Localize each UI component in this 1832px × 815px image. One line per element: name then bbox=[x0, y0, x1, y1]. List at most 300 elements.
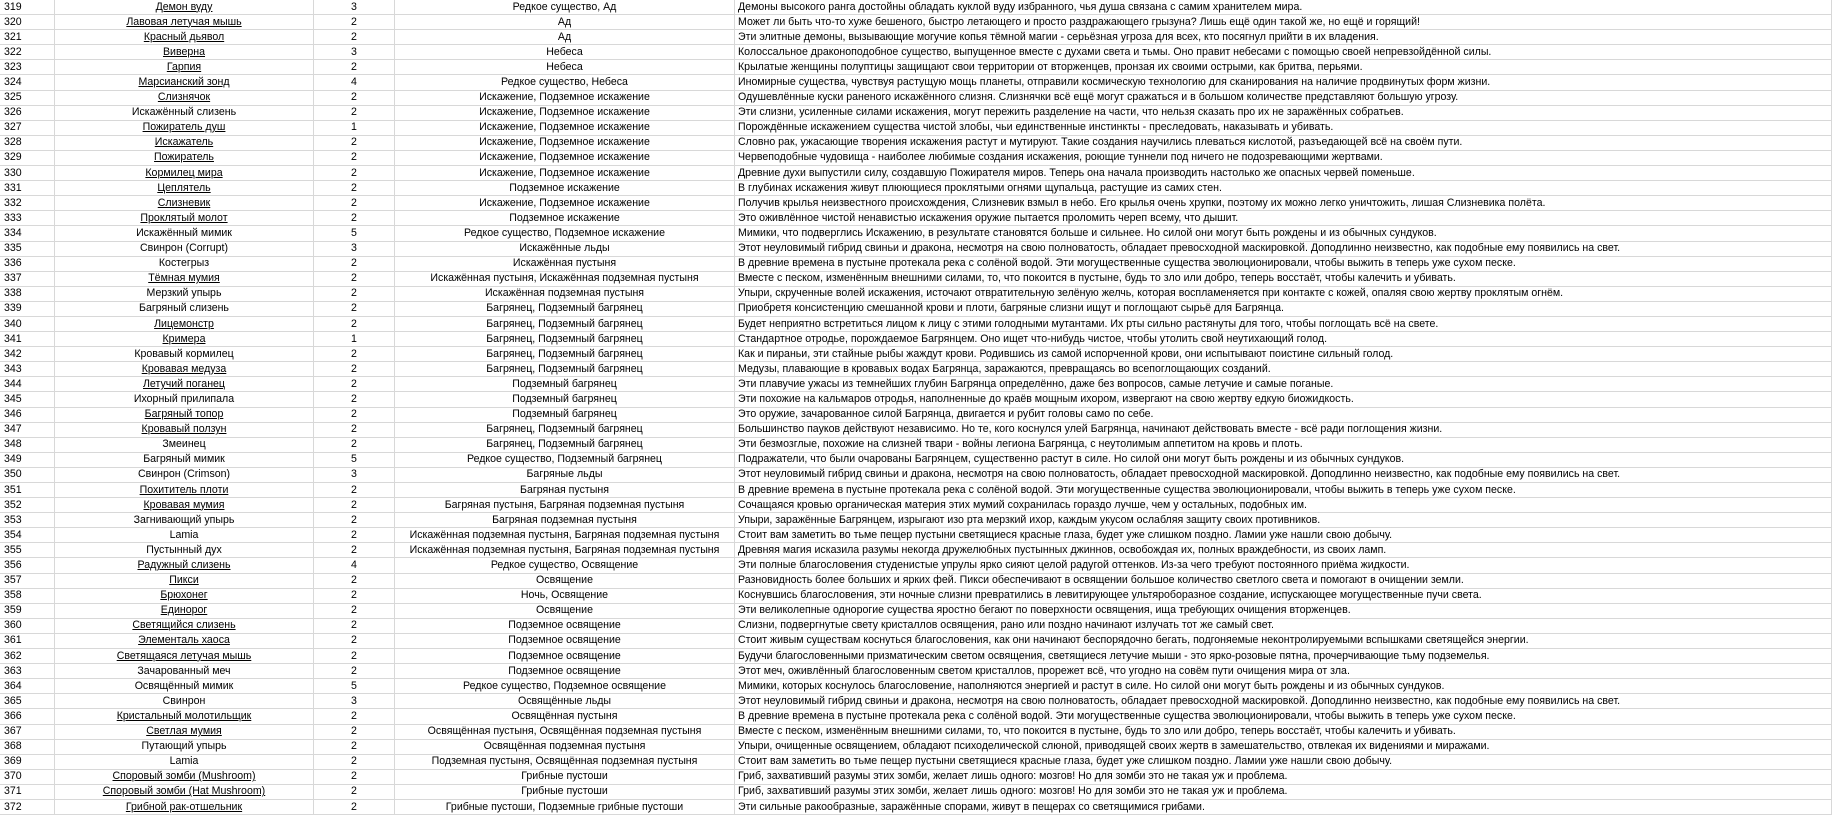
cell-level[interactable]: 4 bbox=[314, 75, 395, 90]
cell-name[interactable] bbox=[55, 271, 314, 286]
cell-name[interactable]: Загнивающий упырь bbox=[55, 513, 314, 528]
cell-name[interactable] bbox=[55, 603, 314, 618]
cell-level[interactable]: 3 bbox=[314, 45, 395, 60]
cell-id[interactable]: 365 bbox=[0, 694, 55, 709]
cell-id[interactable]: 343 bbox=[0, 362, 55, 377]
cell-description[interactable]: Мимики, которых коснулось благословение, наполняются энергией и растут в силе. Но силой они могут быть рождены и из обычных сундуков. bbox=[735, 679, 1832, 694]
cell-level[interactable]: 2 bbox=[314, 256, 395, 271]
cell-biome[interactable]: Подземный багрянец bbox=[395, 377, 735, 392]
cell-name[interactable] bbox=[55, 498, 314, 513]
cell-biome[interactable]: Багряная подземная пустыня bbox=[395, 513, 735, 528]
cell-id[interactable]: 370 bbox=[0, 769, 55, 784]
cell-level[interactable]: 2 bbox=[314, 392, 395, 407]
cell-biome[interactable]: Подземное освящение bbox=[395, 618, 735, 633]
cell-description[interactable]: Может ли быть что-то хуже бешеного, быстро летающего и просто раздражающего грызуна? Лишь ещё один такой же, но ещё и горящий! bbox=[735, 15, 1832, 30]
cell-name[interactable] bbox=[55, 633, 314, 648]
cell-level[interactable]: 2 bbox=[314, 498, 395, 513]
cell-level[interactable]: 2 bbox=[314, 709, 395, 724]
creature-link[interactable]: Грибной рак-отшельник bbox=[125, 800, 243, 813]
cell-name[interactable] bbox=[55, 724, 314, 739]
cell-biome[interactable]: Редкое существо, Подземное искажение bbox=[395, 226, 735, 241]
creature-link[interactable]: Споровый зомби (Mushroom) bbox=[112, 770, 256, 783]
cell-description[interactable]: Колоссальное драконоподобное существо, выпущенное вместе с духами света и тьмы. Оно правит небесами с помощью своей непревзойдённой силы. bbox=[735, 45, 1832, 60]
cell-id[interactable]: 325 bbox=[0, 90, 55, 105]
cell-level[interactable]: 2 bbox=[314, 437, 395, 452]
cell-id[interactable]: 352 bbox=[0, 498, 55, 513]
cell-description[interactable]: Это оружие, зачарованное силой Багрянца, двигается и рубит головы само по себе. bbox=[735, 407, 1832, 422]
creature-link[interactable]: Проклятый молот bbox=[140, 211, 228, 224]
creature-link[interactable]: Светящийся слизень bbox=[132, 619, 236, 632]
cell-description[interactable]: Порождённые искажением существа чистой злобы, чьи единственные инстинкты - преследовать, наказывать и убивать. bbox=[735, 120, 1832, 135]
cell-biome[interactable]: Подземный багрянец bbox=[395, 407, 735, 422]
cell-id[interactable]: 320 bbox=[0, 15, 55, 30]
cell-biome[interactable]: Искажённая подземная пустыня bbox=[395, 286, 735, 301]
cell-name[interactable] bbox=[55, 377, 314, 392]
creature-link[interactable]: Виверна bbox=[162, 45, 206, 58]
cell-biome[interactable]: Багряная пустыня, Багряная подземная пустыня bbox=[395, 498, 735, 513]
cell-level[interactable]: 2 bbox=[314, 286, 395, 301]
cell-description[interactable]: Упыри, очищенные освящением, обладают психоделической слюной, приводящей своих жертв в замешательство, отвлекая их видениями и миражами. bbox=[735, 739, 1832, 754]
cell-level[interactable]: 2 bbox=[314, 724, 395, 739]
cell-description[interactable]: Стандартное отродье, порождаемое Багрянцем. Оно ищет что-нибудь чистое, чтобы утолить свой неутихающий голод. bbox=[735, 332, 1832, 347]
cell-level[interactable]: 2 bbox=[314, 633, 395, 648]
cell-description[interactable]: Мимики, что подверглись Искажению, в результате становятся больше и сильнее. Но силой они могут быть рождены и из обычных сундуков. bbox=[735, 226, 1832, 241]
cell-level[interactable]: 2 bbox=[314, 347, 395, 362]
cell-id[interactable]: 346 bbox=[0, 407, 55, 422]
cell-biome[interactable]: Редкое существо, Небеса bbox=[395, 75, 735, 90]
cell-level[interactable]: 2 bbox=[314, 316, 395, 331]
cell-name[interactable]: Кровавый кормилец bbox=[55, 347, 314, 362]
cell-id[interactable]: 328 bbox=[0, 135, 55, 150]
cell-level[interactable]: 5 bbox=[314, 226, 395, 241]
cell-id[interactable]: 345 bbox=[0, 392, 55, 407]
cell-id[interactable]: 321 bbox=[0, 30, 55, 45]
creature-link[interactable]: Слизневик bbox=[157, 196, 211, 209]
cell-id[interactable]: 356 bbox=[0, 558, 55, 573]
cell-id[interactable]: 339 bbox=[0, 301, 55, 316]
cell-biome[interactable]: Багрянец, Подземный багрянец bbox=[395, 437, 735, 452]
cell-name[interactable] bbox=[55, 407, 314, 422]
cell-level[interactable]: 3 bbox=[314, 241, 395, 256]
cell-id[interactable]: 350 bbox=[0, 467, 55, 482]
creature-link[interactable]: Радужный слизень bbox=[137, 559, 231, 572]
creature-link[interactable]: Гарпия bbox=[166, 60, 202, 73]
cell-name[interactable]: Змеинец bbox=[55, 437, 314, 452]
cell-name[interactable] bbox=[55, 588, 314, 603]
creature-link[interactable]: Искажатель bbox=[154, 136, 214, 149]
creature-link[interactable]: Кримера bbox=[162, 332, 206, 345]
cell-name[interactable] bbox=[55, 316, 314, 331]
cell-description[interactable]: Упыри, скрученные волей искажения, источают отвратительную зелёную желчь, которая воспламеняется при контакте с кожей, опаляя свою жертву проклятым огнём. bbox=[735, 286, 1832, 301]
cell-level[interactable]: 3 bbox=[314, 694, 395, 709]
cell-level[interactable]: 4 bbox=[314, 558, 395, 573]
cell-biome[interactable]: Подземное освящение bbox=[395, 649, 735, 664]
cell-id[interactable]: 371 bbox=[0, 784, 55, 799]
cell-biome[interactable]: Ночь, Освящение bbox=[395, 588, 735, 603]
cell-id[interactable]: 372 bbox=[0, 799, 55, 814]
cell-description[interactable]: Этот меч, оживлённый благословенным светом кристаллов, прорежет всё, что угодно на совём пути очищения мира от зла. bbox=[735, 664, 1832, 679]
cell-name[interactable]: Путающий упырь bbox=[55, 739, 314, 754]
cell-level[interactable]: 2 bbox=[314, 271, 395, 286]
cell-description[interactable]: Получив крылья неизвестного происхождения, Слизневик взмыл в небо. Его крылья очень хрупки, поэтому их можно легко уничтожить, лишая Слизневика полёта. bbox=[735, 196, 1832, 211]
cell-biome[interactable]: Подземное искажение bbox=[395, 181, 735, 196]
cell-biome[interactable]: Ад bbox=[395, 15, 735, 30]
cell-biome[interactable]: Подземная пустыня, Освящённая подземная пустыня bbox=[395, 754, 735, 769]
cell-biome[interactable]: Багрянец, Подземный багрянец bbox=[395, 301, 735, 316]
cell-level[interactable]: 2 bbox=[314, 754, 395, 769]
cell-description[interactable]: Этот неуловимый гибрид свиньи и дракона, несмотря на свою полноватость, обладает превосходной маскировкой. Доподлинно неизвестно, как подобные ему появились на свет. bbox=[735, 467, 1832, 482]
cell-id[interactable]: 357 bbox=[0, 573, 55, 588]
creature-link[interactable]: Похититель плоти bbox=[139, 483, 229, 496]
cell-name[interactable] bbox=[55, 75, 314, 90]
cell-id[interactable]: 360 bbox=[0, 618, 55, 633]
cell-id[interactable]: 341 bbox=[0, 332, 55, 347]
cell-biome[interactable]: Багряные льды bbox=[395, 467, 735, 482]
cell-id[interactable]: 367 bbox=[0, 724, 55, 739]
cell-biome[interactable]: Освящённая пустыня bbox=[395, 709, 735, 724]
cell-id[interactable]: 330 bbox=[0, 166, 55, 181]
cell-id[interactable]: 363 bbox=[0, 664, 55, 679]
cell-description[interactable]: Эти плавучие ужасы из темнейших глубин Багрянца определённо, даже без вопросов, самые летучие и самые поганые. bbox=[735, 377, 1832, 392]
cell-name[interactable]: Искажённый слизень bbox=[55, 105, 314, 120]
cell-level[interactable]: 2 bbox=[314, 196, 395, 211]
cell-name[interactable]: Освящённый мимик bbox=[55, 679, 314, 694]
cell-id[interactable]: 342 bbox=[0, 347, 55, 362]
cell-description[interactable]: Крылатые женщины полуптицы защищают свои территории от вторженцев, пронзая их своими острыми, как бритва, перьями. bbox=[735, 60, 1832, 75]
creature-link[interactable]: Летучий поганец bbox=[142, 377, 226, 390]
cell-level[interactable]: 2 bbox=[314, 211, 395, 226]
cell-description[interactable]: Стоит вам заметить во тьме пещер пустыни светящиеся красные глаза, будет уже слишком поздно. Ламии уже нашли свою добычу. bbox=[735, 528, 1832, 543]
cell-name[interactable]: Костегрыз bbox=[55, 256, 314, 271]
cell-description[interactable]: Подражатели, что были очарованы Багрянцем, существенно растут в силе. Но силой они могут быть рождены и из обычных сундуков. bbox=[735, 452, 1832, 467]
creature-link[interactable]: Пожиратель душ bbox=[142, 121, 226, 134]
cell-biome[interactable]: Искажение, Подземное искажение bbox=[395, 166, 735, 181]
cell-name[interactable] bbox=[55, 211, 314, 226]
cell-biome[interactable]: Редкое существо, Освящение bbox=[395, 558, 735, 573]
cell-description[interactable]: В древние времена в пустыне протекала река с солёной водой. Эти могущественные существа эволюционировали, чтобы выжить в теперь уже сухом песке. bbox=[735, 709, 1832, 724]
cell-id[interactable]: 326 bbox=[0, 105, 55, 120]
cell-id[interactable]: 337 bbox=[0, 271, 55, 286]
cell-id[interactable]: 319 bbox=[0, 0, 55, 15]
cell-name[interactable] bbox=[55, 60, 314, 75]
cell-description[interactable]: В глубинах искажения живут плюющиеся проклятыми огнями щупальца, растущие из самих стен. bbox=[735, 181, 1832, 196]
cell-description[interactable]: Одушевлённые куски раненого искажённого слизня. Слизнячки всё ещё могут сражаться и в большом количестве представляют большую угрозу. bbox=[735, 90, 1832, 105]
cell-description[interactable]: Эти сильные ракообразные, заражённые спорами, живут в пещерах со светящимися грибами. bbox=[735, 799, 1832, 814]
cell-description[interactable]: Словно рак, ужасающие творения искажения растут и мутируют. Такие создания научились плеваться кислотой, разъедающей всё на своём пути. bbox=[735, 135, 1832, 150]
cell-biome[interactable]: Редкое существо, Подземное освящение bbox=[395, 679, 735, 694]
cell-id[interactable]: 327 bbox=[0, 120, 55, 135]
cell-level[interactable]: 2 bbox=[314, 150, 395, 165]
cell-name[interactable]: Lamia bbox=[55, 528, 314, 543]
cell-level[interactable]: 1 bbox=[314, 120, 395, 135]
creature-link[interactable]: Цеплятель bbox=[157, 181, 211, 194]
cell-level[interactable]: 2 bbox=[314, 15, 395, 30]
cell-level[interactable]: 2 bbox=[314, 603, 395, 618]
cell-level[interactable]: 3 bbox=[314, 467, 395, 482]
cell-id[interactable]: 361 bbox=[0, 633, 55, 648]
cell-id[interactable]: 336 bbox=[0, 256, 55, 271]
cell-level[interactable]: 2 bbox=[314, 30, 395, 45]
cell-level[interactable]: 5 bbox=[314, 679, 395, 694]
cell-biome[interactable]: Редкое существо, Подземный багрянец bbox=[395, 452, 735, 467]
cell-id[interactable]: 338 bbox=[0, 286, 55, 301]
cell-name[interactable] bbox=[55, 709, 314, 724]
cell-name[interactable] bbox=[55, 0, 314, 15]
cell-description[interactable]: Древние духи выпустили силу, создавшую Пожирателя миров. Теперь она начала производить настолько же опасных червей поменьше. bbox=[735, 166, 1832, 181]
cell-biome[interactable]: Искажение, Подземное искажение bbox=[395, 105, 735, 120]
cell-description[interactable]: Вместе с песком, изменённым внешними силами, то, что покоится в пустыне, будь то зло или добро, теперь восстаёт, чтобы калечить и убивать. bbox=[735, 724, 1832, 739]
cell-description[interactable]: Будет неприятно встретиться лицом к лицу с этими голодными мутантами. Их рты сильно растянуты для того, чтобы поглощать всё на свете. bbox=[735, 316, 1832, 331]
cell-biome[interactable]: Подземное освящение bbox=[395, 664, 735, 679]
creature-link[interactable]: Кристальный молотильщик bbox=[116, 709, 252, 722]
cell-name[interactable]: Пустынный дух bbox=[55, 543, 314, 558]
cell-id[interactable]: 347 bbox=[0, 422, 55, 437]
cell-name[interactable] bbox=[55, 558, 314, 573]
cell-name[interactable] bbox=[55, 573, 314, 588]
cell-id[interactable]: 359 bbox=[0, 603, 55, 618]
cell-level[interactable]: 2 bbox=[314, 739, 395, 754]
cell-biome[interactable]: Редкое существо, Ад bbox=[395, 0, 735, 15]
cell-biome[interactable]: Подземное искажение bbox=[395, 211, 735, 226]
cell-description[interactable]: Это оживлённое чистой ненавистью искажения оружие пытается проломить череп всему, что дышит. bbox=[735, 211, 1832, 226]
cell-id[interactable]: 362 bbox=[0, 649, 55, 664]
cell-biome[interactable]: Искажённая пустыня, Искажённая подземная пустыня bbox=[395, 271, 735, 286]
cell-level[interactable]: 2 bbox=[314, 769, 395, 784]
cell-biome[interactable]: Багрянец, Подземный багрянец bbox=[395, 332, 735, 347]
creature-link[interactable]: Кровавая мумия bbox=[143, 498, 225, 511]
cell-id[interactable]: 323 bbox=[0, 60, 55, 75]
cell-description[interactable]: Эти безмозглые, похожие на слизней твари - войны легиона Багрянца, с неутолимым аппетитом на кровь и плоть. bbox=[735, 437, 1832, 452]
cell-description[interactable]: Большинство пауков действуют независимо. Но те, кого коснулся улей Багрянца, начинают действовать вместе - всё ради поглощения жизни. bbox=[735, 422, 1832, 437]
cell-id[interactable]: 351 bbox=[0, 483, 55, 498]
cell-name[interactable] bbox=[55, 799, 314, 814]
cell-description[interactable]: Коснувшись благословения, эти ночные слизни превратились в левитирующее ультяроборазное создание, испускающее могущественные пучи света. bbox=[735, 588, 1832, 603]
cell-level[interactable]: 2 bbox=[314, 784, 395, 799]
cell-name[interactable] bbox=[55, 150, 314, 165]
cell-level[interactable]: 2 bbox=[314, 90, 395, 105]
cell-id[interactable]: 340 bbox=[0, 316, 55, 331]
cell-description[interactable]: Эти слизни, усиленные силами искажения, могут пережить разделение на части, что нельзя сказать про их не заражённых собратьев. bbox=[735, 105, 1832, 120]
creature-link[interactable]: Демон вуду bbox=[155, 0, 213, 13]
cell-level[interactable]: 2 bbox=[314, 135, 395, 150]
cell-id[interactable]: 335 bbox=[0, 241, 55, 256]
cell-name[interactable] bbox=[55, 332, 314, 347]
cell-level[interactable]: 2 bbox=[314, 649, 395, 664]
cell-name[interactable] bbox=[55, 362, 314, 377]
cell-id[interactable]: 332 bbox=[0, 196, 55, 211]
cell-level[interactable]: 2 bbox=[314, 301, 395, 316]
cell-name[interactable] bbox=[55, 618, 314, 633]
cell-description[interactable]: Стоит вам заметить во тьме пещер пустыни светящиеся красные глаза, будет уже слишком поздно. Ламии уже нашли свою добычу. bbox=[735, 754, 1832, 769]
cell-biome[interactable]: Ад bbox=[395, 30, 735, 45]
cell-biome[interactable]: Небеса bbox=[395, 45, 735, 60]
cell-id[interactable]: 333 bbox=[0, 211, 55, 226]
cell-name[interactable] bbox=[55, 483, 314, 498]
cell-level[interactable]: 5 bbox=[314, 452, 395, 467]
cell-name[interactable] bbox=[55, 769, 314, 784]
cell-biome[interactable]: Освящённая подземная пустыня bbox=[395, 739, 735, 754]
cell-level[interactable]: 2 bbox=[314, 377, 395, 392]
cell-biome[interactable]: Искажение, Подземное искажение bbox=[395, 90, 735, 105]
cell-biome[interactable]: Грибные пустоши bbox=[395, 784, 735, 799]
cell-level[interactable]: 2 bbox=[314, 513, 395, 528]
cell-description[interactable]: Гриб, захвативший разумы этих зомби, желает лишь одного: мозгов! Но для зомби это не такая уж и проблема. bbox=[735, 769, 1832, 784]
cell-level[interactable]: 2 bbox=[314, 60, 395, 75]
cell-name[interactable]: Искажённый мимик bbox=[55, 226, 314, 241]
cell-level[interactable]: 2 bbox=[314, 588, 395, 603]
cell-id[interactable]: 331 bbox=[0, 181, 55, 196]
cell-level[interactable]: 2 bbox=[314, 483, 395, 498]
creature-link[interactable]: Кровавый ползун bbox=[141, 423, 227, 436]
cell-biome[interactable]: Багрянец, Подземный багрянец bbox=[395, 347, 735, 362]
cell-biome[interactable]: Освящение bbox=[395, 603, 735, 618]
creature-link[interactable]: Пожиратель bbox=[154, 151, 214, 164]
cell-level[interactable]: 2 bbox=[314, 362, 395, 377]
cell-level[interactable]: 2 bbox=[314, 618, 395, 633]
cell-level[interactable]: 2 bbox=[314, 105, 395, 120]
cell-description[interactable]: Стоит живым существам коснуться благословения, как они начинают беспорядочно бегать, подгоняемые неконтролируемыми вспышками светящейся энергии. bbox=[735, 633, 1832, 648]
cell-level[interactable]: 2 bbox=[314, 181, 395, 196]
cell-name[interactable] bbox=[55, 166, 314, 181]
cell-description[interactable]: Червеподобные чудовища - наиболее любимые создания искажения, роющие туннели под ничего не подозревающими жертвами. bbox=[735, 150, 1832, 165]
cell-name[interactable]: Свинрон bbox=[55, 694, 314, 709]
cell-biome[interactable]: Искажённая подземная пустыня, Багряная подземная пустыня bbox=[395, 543, 735, 558]
cell-name[interactable]: Багряный слизень bbox=[55, 301, 314, 316]
cell-name[interactable]: Свинрон (Corrupt) bbox=[55, 241, 314, 256]
cell-name[interactable] bbox=[55, 90, 314, 105]
cell-level[interactable]: 2 bbox=[314, 528, 395, 543]
cell-level[interactable]: 2 bbox=[314, 573, 395, 588]
cell-description[interactable]: Этот неуловимый гибрид свиньи и дракона, несмотря на свою полноватость, обладает превосходной маскировкой. Доподлинно неизвестно, как подобные ему появились на свет. bbox=[735, 694, 1832, 709]
cell-biome[interactable]: Искажение, Подземное искажение bbox=[395, 196, 735, 211]
cell-name[interactable] bbox=[55, 196, 314, 211]
cell-id[interactable]: 344 bbox=[0, 377, 55, 392]
cell-biome[interactable]: Грибные пустоши bbox=[395, 769, 735, 784]
cell-level[interactable]: 1 bbox=[314, 332, 395, 347]
cell-biome[interactable]: Искажённые льды bbox=[395, 241, 735, 256]
creature-link[interactable]: Единорог bbox=[160, 604, 208, 617]
cell-biome[interactable]: Освящённые льды bbox=[395, 694, 735, 709]
creature-link[interactable]: Кормилец мира bbox=[145, 166, 223, 179]
cell-name[interactable]: Свинрон (Crimson) bbox=[55, 467, 314, 482]
cell-level[interactable]: 2 bbox=[314, 422, 395, 437]
creature-link[interactable]: Споровый зомби (Hat Mushroom) bbox=[102, 785, 266, 798]
cell-description[interactable]: Вместе с песком, изменённым внешними силами, то, что покоится в пустыне, будь то зло или добро, теперь восстаёт, чтобы калечить и убивать. bbox=[735, 271, 1832, 286]
cell-biome[interactable]: Багрянец, Подземный багрянец bbox=[395, 316, 735, 331]
cell-biome[interactable]: Багряная пустыня bbox=[395, 483, 735, 498]
cell-level[interactable]: 2 bbox=[314, 407, 395, 422]
creature-link[interactable]: Багряный топор bbox=[144, 408, 224, 421]
creature-link[interactable]: Брюхонег bbox=[160, 589, 208, 602]
cell-level[interactable]: 2 bbox=[314, 799, 395, 814]
creature-link[interactable]: Пикси bbox=[169, 574, 199, 587]
cell-biome[interactable]: Искажение, Подземное искажение bbox=[395, 120, 735, 135]
cell-id[interactable]: 354 bbox=[0, 528, 55, 543]
cell-biome[interactable]: Искажённая подземная пустыня, Багряная подземная пустыня bbox=[395, 528, 735, 543]
cell-biome[interactable]: Подземный багрянец bbox=[395, 392, 735, 407]
cell-biome[interactable]: Грибные пустоши, Подземные грибные пустоши bbox=[395, 799, 735, 814]
cell-biome[interactable]: Багрянец, Подземный багрянец bbox=[395, 422, 735, 437]
cell-description[interactable]: Разновидность более больших и ярких фей. Пикси обеспечивают в освящении большое количество светлого света и помогают в очищении земли. bbox=[735, 573, 1832, 588]
cell-id[interactable]: 348 bbox=[0, 437, 55, 452]
creature-link[interactable]: Слизнячок bbox=[157, 91, 211, 104]
cell-description[interactable]: Упыри, заражённые Багрянцем, изрыгают изо рта мерзкий ихор, каждым укусом ослабляя защиту своих противников. bbox=[735, 513, 1832, 528]
cell-id[interactable]: 349 bbox=[0, 452, 55, 467]
cell-level[interactable]: 3 bbox=[314, 0, 395, 15]
cell-biome[interactable]: Освящение bbox=[395, 573, 735, 588]
cell-name[interactable] bbox=[55, 649, 314, 664]
cell-description[interactable]: Эти полные благословения студенистые упрулы ярко сияют целой радугой оттенков. Из-за чего требуют постоянного приёма жидкости. bbox=[735, 558, 1832, 573]
cell-id[interactable]: 329 bbox=[0, 150, 55, 165]
cell-description[interactable]: В древние времена в пустыне протекала река с солёной водой. Эти могущественные существа эволюционировали, чтобы выжить в теперь уже сухом песке. bbox=[735, 483, 1832, 498]
creature-link[interactable]: Кровавая медуза bbox=[141, 362, 227, 375]
cell-biome[interactable]: Искажение, Подземное искажение bbox=[395, 135, 735, 150]
cell-description[interactable]: В древние времена в пустыне протекала река с солёной водой. Эти могущественные существа эволюционировали, чтобы выжить в теперь уже сухом песке. bbox=[735, 256, 1832, 271]
cell-id[interactable]: 334 bbox=[0, 226, 55, 241]
cell-biome[interactable]: Подземное освящение bbox=[395, 633, 735, 648]
cell-id[interactable]: 355 bbox=[0, 543, 55, 558]
cell-description[interactable]: Медузы, плавающие в кровавых водах Багрянца, заражаются, превращаясь во всепоглощающих созданий. bbox=[735, 362, 1832, 377]
creature-link[interactable]: Лавовая летучая мышь bbox=[126, 15, 242, 28]
cell-id[interactable]: 366 bbox=[0, 709, 55, 724]
cell-id[interactable]: 358 bbox=[0, 588, 55, 603]
cell-name[interactable] bbox=[55, 30, 314, 45]
cell-description[interactable]: Гриб, захвативший разумы этих зомби, желает лишь одного: мозгов! Но для зомби это не такая уж и проблема. bbox=[735, 784, 1832, 799]
cell-name[interactable] bbox=[55, 135, 314, 150]
cell-id[interactable]: 368 bbox=[0, 739, 55, 754]
cell-name[interactable] bbox=[55, 181, 314, 196]
cell-level[interactable]: 2 bbox=[314, 543, 395, 558]
cell-description[interactable]: Сочащаяся кровью органическая материя этих мумий сохранилась гораздо лучше, чем у остальных, подобных им. bbox=[735, 498, 1832, 513]
cell-description[interactable]: Будучи благословенными призматическим светом освящения, светящиеся летучие мыши - это ярко-розовые пятна, прочерчивающие тьму подземелья. bbox=[735, 649, 1832, 664]
cell-name[interactable]: Зачарованный меч bbox=[55, 664, 314, 679]
cell-description[interactable]: Эти великолепные однорогие существа яростно бегают по поверхности освящения, ища требующих очищения вторженцев. bbox=[735, 603, 1832, 618]
cell-id[interactable]: 322 bbox=[0, 45, 55, 60]
cell-name[interactable]: Ихорный прилипала bbox=[55, 392, 314, 407]
creature-link[interactable]: Светящаяся летучая мышь bbox=[116, 649, 252, 662]
cell-level[interactable]: 2 bbox=[314, 664, 395, 679]
cell-description[interactable]: Демоны высокого ранга достойны обладать куклой вуду избранного, чья душа связана с самим хранителем мира. bbox=[735, 0, 1832, 15]
cell-description[interactable]: Этот неуловимый гибрид свиньи и дракона, несмотря на свою полноватость, обладает превосходной маскировкой. Доподлинно неизвестно, как подобные ему появились на свет. bbox=[735, 241, 1832, 256]
cell-description[interactable]: Иномирные существа, чувствуя растущую мощь планеты, отправили космическую технологию для сканирования на наличие продвинутых форм жизни. bbox=[735, 75, 1832, 90]
cell-id[interactable]: 324 bbox=[0, 75, 55, 90]
creature-link[interactable]: Лицемонстр bbox=[154, 317, 214, 330]
cell-description[interactable]: Как и пираньи, эти стайные рыбы жаждут крови. Родившись из самой испорченной крови, они испытывают поистине сильный голод. bbox=[735, 347, 1832, 362]
cell-name[interactable]: Багряный мимик bbox=[55, 452, 314, 467]
creature-link[interactable]: Элементаль хаоса bbox=[138, 634, 230, 647]
creature-link[interactable]: Светлая мумия bbox=[146, 725, 222, 738]
cell-biome[interactable]: Багрянец, Подземный багрянец bbox=[395, 362, 735, 377]
cell-name[interactable] bbox=[55, 15, 314, 30]
cell-description[interactable]: Древняя магия исказила разумы некогда дружелюбных пустынных джиннов, освобождая их, полных враждебности, из своих ламп. bbox=[735, 543, 1832, 558]
cell-description[interactable]: Эти элитные демоны, вызывающие могучие копья тёмной магии - серьёзная угроза для всех, кто посягнул прийти в их владения. bbox=[735, 30, 1832, 45]
creature-link[interactable]: Марсианский зонд bbox=[138, 76, 230, 89]
cell-id[interactable]: 369 bbox=[0, 754, 55, 769]
cell-description[interactable]: Слизни, подвергнутые свету кристаллов освящения, рано или поздно начинают излучать тот же самый свет. bbox=[735, 618, 1832, 633]
cell-description[interactable]: Эти похожие на кальмаров отродья, наполненные до краёв мощным ихором, извергают на свою жертву едкую биожидкость. bbox=[735, 392, 1832, 407]
cell-biome[interactable]: Освящённая пустыня, Освящённая подземная пустыня bbox=[395, 724, 735, 739]
cell-name[interactable] bbox=[55, 784, 314, 799]
cell-id[interactable]: 353 bbox=[0, 513, 55, 528]
cell-name[interactable]: Lamia bbox=[55, 754, 314, 769]
creature-link[interactable]: Тёмная мумия bbox=[148, 272, 220, 285]
cell-biome[interactable]: Искажённая пустыня bbox=[395, 256, 735, 271]
cell-biome[interactable]: Небеса bbox=[395, 60, 735, 75]
cell-name[interactable] bbox=[55, 45, 314, 60]
cell-level[interactable]: 2 bbox=[314, 166, 395, 181]
cell-name[interactable] bbox=[55, 120, 314, 135]
creature-link[interactable]: Красный дьявол bbox=[143, 30, 225, 43]
